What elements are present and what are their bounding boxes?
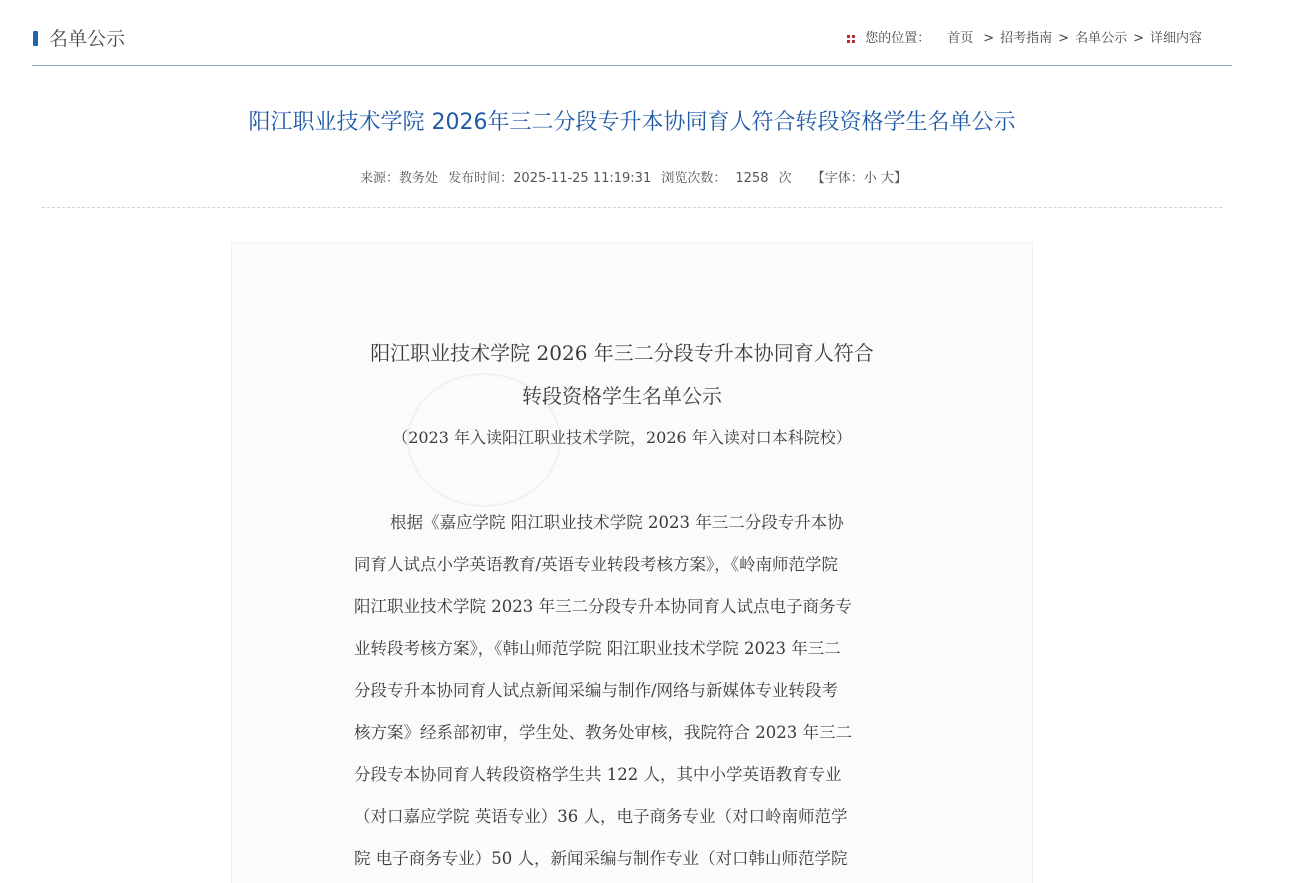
document-line: 同育人试点小学英语教育/英语专业转段考核方案》，《岭南师范学院 [354, 555, 839, 574]
breadcrumb-separator: > [1058, 31, 1070, 46]
document-body [354, 506, 924, 883]
font-size-control [812, 171, 907, 186]
meta-published: 发布时间：2025-11-25 11:19:31 [448, 171, 652, 186]
divider [42, 207, 1222, 208]
document-line: 阳江职业技术学院 2023 年三二分段专升本协同育人试点电子商务专 [354, 597, 852, 616]
article-meta [0, 170, 1264, 188]
meta-views-count: 1258 [735, 171, 769, 186]
article-title: 阳江职业技术学院 2026年三二分段专升本协同育人符合转段资格学生名单公示 [248, 110, 1016, 135]
document-subtitle: （2023 年入读阳江职业技术学院，2026 年入读对口本科院校） [392, 428, 852, 447]
breadcrumb-separator: > [983, 31, 995, 46]
section-title: 名单公示 [49, 28, 126, 50]
meta-views-label: 浏览次数： [661, 171, 727, 186]
document-line: （对口嘉应学院 英语专业）36 人，电子商务专业（对口岭南师范学 [354, 807, 848, 826]
font-small-button[interactable]: 小 [863, 171, 877, 186]
document-line: 业转段考核方案》，《韩山师范学院 阳江职业技术学院 2023 年三二 [354, 639, 841, 658]
document-line: 分段专升本协同育人试点新闻采编与制作/网络与新媒体专业转段考 [354, 681, 839, 700]
section-header [32, 0, 1232, 66]
font-large-button[interactable]: 大 [880, 171, 894, 186]
breadcrumb-current: 详细内容 [1149, 31, 1202, 46]
document-title-line2: 转段资格学生名单公示 [522, 384, 722, 408]
document-line: 院 电子商务专业）50 人，新闻采编与制作专业（对口韩山师范学院 [354, 849, 848, 868]
scanned-document-image [232, 243, 1032, 883]
section-marker [33, 31, 38, 46]
meta-views-unit: 次 [778, 171, 792, 186]
breadcrumb-separator: > [1133, 31, 1144, 46]
location-grid-icon [847, 35, 856, 44]
document-line: 根据《嘉应学院 阳江职业技术学院 2023 年三二分段专升本协 [390, 513, 844, 532]
breadcrumb-home[interactable]: 首页 [947, 31, 974, 46]
breadcrumb-list-notice[interactable]: 名单公示 [1075, 31, 1128, 46]
breadcrumb [847, 31, 1202, 47]
font-size-label: 【字体： [811, 171, 864, 186]
font-size-close: 】 [893, 171, 907, 186]
document-line: 分段专本协同育人转段资格学生共 122 人，其中小学英语教育专业 [354, 765, 842, 784]
document-title-line1: 阳江职业技术学院 2026 年三二分段专升本协同育人符合 [370, 341, 874, 365]
document-line: 核方案》经系部初审，学生处、教务处审核，我院符合 2023 年三二 [354, 723, 852, 742]
breadcrumb-label: 您的位置： [865, 31, 931, 46]
breadcrumb-admission-guide[interactable]: 招考指南 [1000, 31, 1053, 46]
meta-source: 来源：教务处 [360, 171, 439, 186]
